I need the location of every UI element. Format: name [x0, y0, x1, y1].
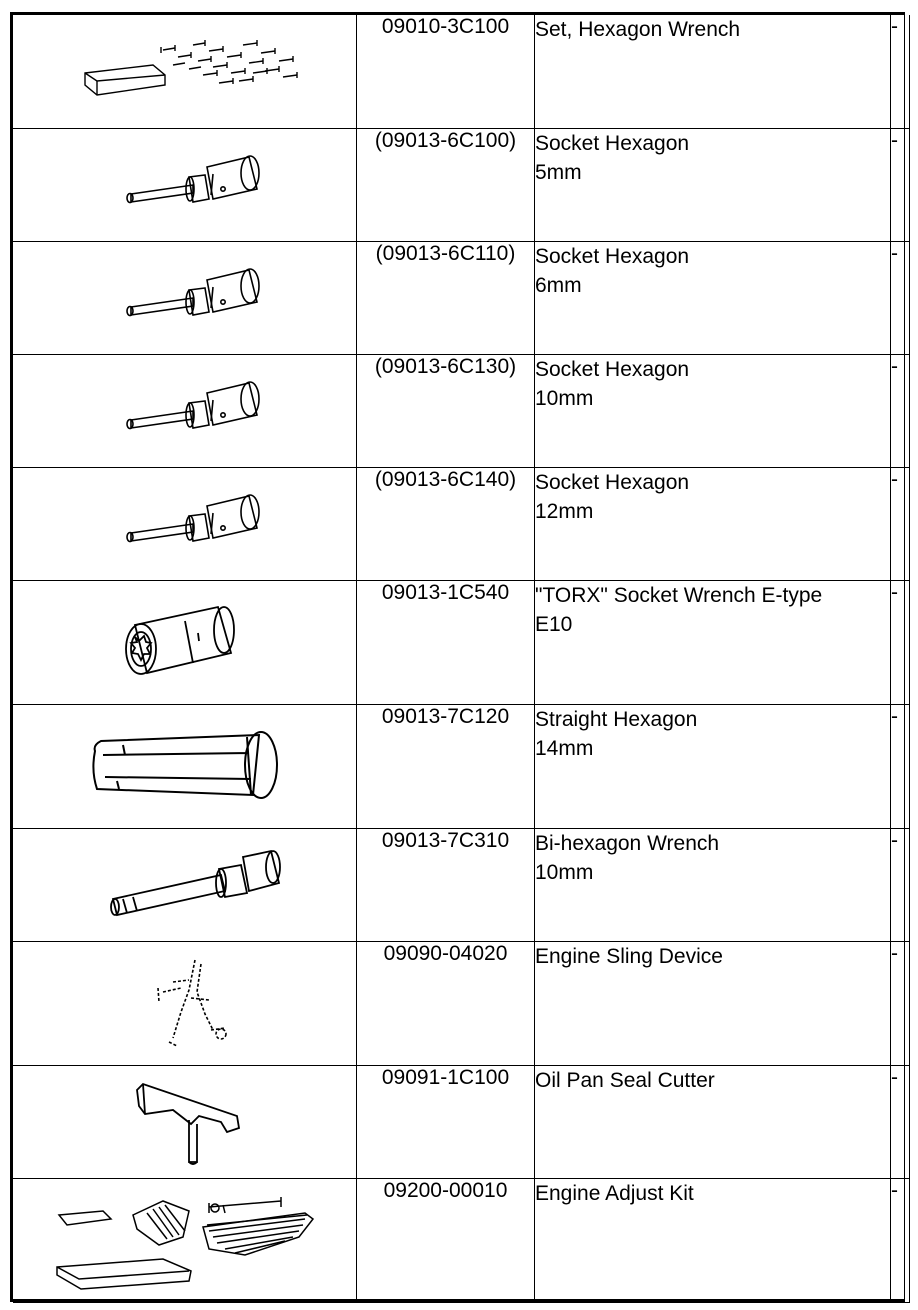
tool-name-line: Socket Hexagon: [535, 131, 690, 155]
tool-name-line: Oil Pan Seal Cutter: [535, 1068, 715, 1092]
tool-name-cell: [535, 354, 891, 467]
part-number-cell: 09013-7C310: [357, 828, 535, 941]
tool-name-line: Engine Adjust Kit: [535, 1181, 694, 1205]
tool-size-line: E10: [535, 612, 573, 636]
tool-name-cell: [535, 941, 891, 1065]
straight-hexagon-icon: [13, 705, 356, 828]
tool-size-line: 6mm: [535, 273, 582, 297]
part-number-cell: (09013-6C110): [357, 241, 535, 354]
tool-name-cell: [535, 828, 891, 941]
tool-name-cell: [535, 128, 891, 241]
remark-cell: -: [891, 128, 910, 241]
tool-name-cell: [535, 704, 891, 828]
tool-name-cell: [535, 15, 891, 128]
part-number-cell: (09013-6C130): [357, 354, 535, 467]
table-row: [13, 467, 910, 580]
seal-cutter-icon: [13, 1066, 356, 1178]
part-number-cell: 09013-1C540: [357, 580, 535, 704]
tool-name-line: Socket Hexagon: [535, 244, 690, 268]
tool-name-line: Engine Sling Device: [535, 944, 723, 968]
tool-illustration-cell: [13, 241, 357, 354]
tool-size-line: 14mm: [535, 736, 594, 760]
tool-size-line: 5mm: [535, 160, 582, 184]
tool-illustration-cell: [13, 828, 357, 941]
torx-socket-icon: [13, 581, 356, 704]
part-number-cell: 09010-3C100: [357, 15, 535, 128]
tool-table-frame: [10, 12, 905, 1302]
tool-size-line: 10mm: [535, 860, 594, 884]
tool-name-cell: [535, 1178, 891, 1302]
tool-name-line: Set, Hexagon Wrench: [535, 18, 741, 41]
remark-cell: -: [891, 241, 910, 354]
part-number-cell: 09091-1C100: [357, 1065, 535, 1178]
table-row: [13, 354, 910, 467]
tool-illustration-cell: [13, 354, 357, 467]
remark-cell: -: [891, 15, 910, 128]
tool-name-line: Socket Hexagon: [535, 470, 690, 494]
special-tools-table: [13, 15, 910, 1303]
remark-cell: -: [891, 580, 910, 704]
table-row: [13, 580, 910, 704]
engine-adjust-kit-icon: [13, 1179, 356, 1299]
remark-cell: -: [891, 1178, 910, 1302]
socket-hexagon-icon: [13, 242, 356, 354]
remark-cell: -: [891, 941, 910, 1065]
remark-cell: -: [891, 1065, 910, 1178]
part-number-cell: 09200-00010: [357, 1178, 535, 1302]
tool-name-line: Bi-hexagon Wrench: [535, 831, 720, 855]
tool-name-cell: [535, 1065, 891, 1178]
tool-size-line: 10mm: [535, 386, 594, 410]
table-row: [13, 128, 910, 241]
tool-illustration-cell: [13, 1065, 357, 1178]
table-row: [13, 941, 910, 1065]
table-row: [13, 704, 910, 828]
tool-name-line: Straight Hexagon: [535, 707, 698, 731]
remark-cell: -: [891, 354, 910, 467]
tool-illustration-cell: [13, 1178, 357, 1302]
table-row: [13, 1065, 910, 1178]
socket-hexagon-icon: [13, 355, 356, 467]
tool-illustration-cell: [13, 704, 357, 828]
tool-illustration-cell: [13, 580, 357, 704]
part-number-cell: 09090-04020: [357, 941, 535, 1065]
tool-name-cell: [535, 467, 891, 580]
table-row: [13, 828, 910, 941]
socket-hexagon-icon: [13, 129, 356, 241]
tool-name-cell: [535, 241, 891, 354]
bi-hexagon-wrench-icon: [13, 829, 356, 941]
socket-hexagon-icon: [13, 468, 356, 580]
remark-cell: -: [891, 704, 910, 828]
tool-illustration-cell: [13, 941, 357, 1065]
remark-cell: -: [891, 828, 910, 941]
remark-cell: -: [891, 467, 910, 580]
tool-size-line: 12mm: [535, 499, 594, 523]
part-number-cell: (09013-6C140): [357, 467, 535, 580]
tool-illustration-cell: [13, 467, 357, 580]
tool-illustration-cell: [13, 15, 357, 128]
tool-name-line: Socket Hexagon: [535, 357, 690, 381]
part-number-cell: (09013-6C100): [357, 128, 535, 241]
table-row: [13, 1178, 910, 1302]
table-row: [13, 15, 910, 128]
hexagon-wrench-set-icon: [13, 15, 356, 127]
tool-name-line: "TORX" Socket Wrench E-type: [535, 583, 823, 607]
table-row: [13, 241, 910, 354]
part-number-cell: 09013-7C120: [357, 704, 535, 828]
tool-name-cell: [535, 580, 891, 704]
engine-sling-icon: [13, 942, 356, 1065]
tool-illustration-cell: [13, 128, 357, 241]
